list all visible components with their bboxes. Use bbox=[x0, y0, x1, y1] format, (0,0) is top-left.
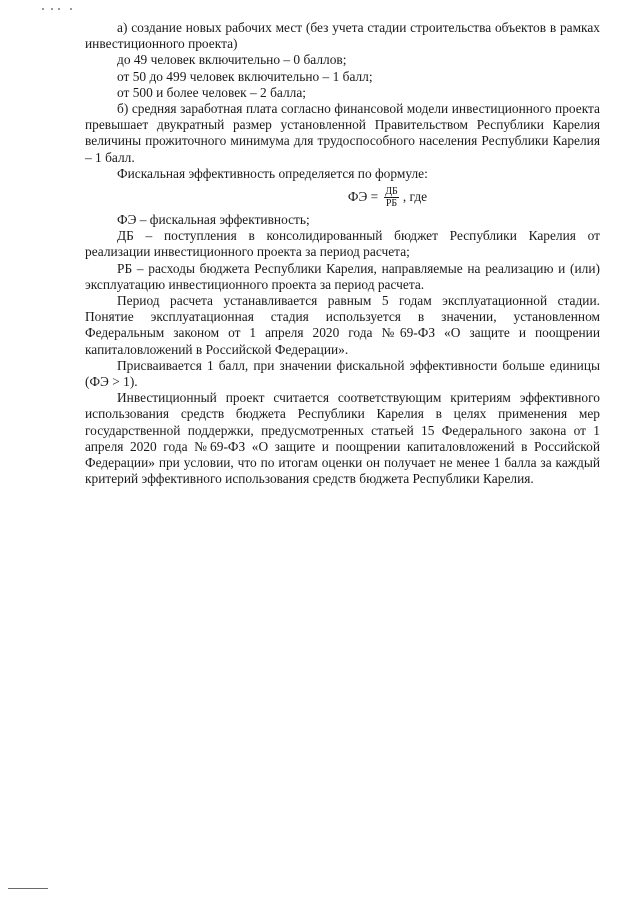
fiscal-intro: Фискальная эффективность определяется по формуле: bbox=[117, 165, 428, 181]
formula-lhs: ФЭ = bbox=[347, 188, 379, 204]
formula-tail: , где bbox=[402, 188, 428, 204]
fiscal-formula bbox=[175, 183, 600, 211]
scan-artifact bbox=[42, 8, 82, 12]
formula-denominator: РБ bbox=[385, 197, 398, 209]
footer-rule bbox=[8, 888, 48, 889]
formula-fraction bbox=[384, 186, 399, 209]
document-page bbox=[85, 20, 600, 487]
definition-fe: ФЭ – фискальная эффективность; bbox=[117, 212, 310, 228]
formula-numerator: ДБ bbox=[385, 185, 398, 197]
criterion-a-level-3: от 500 и более человек – 2 балла; bbox=[117, 84, 306, 100]
criterion-b: б) средняя заработная плата согласно финансовой модели инвестиционного проекта превышает двукратный размер установленной Правительством Республики Карелия величины прожиточного минимума для трудоспособного населения Республики Карелия – 1 балл. bbox=[85, 101, 600, 165]
final-condition: Инвестиционный проект считается соответствующим критериям эффективного использования средств бюджета Республики Карелия в целях применения мер государственной поддержки, предусмотренных статьей 15 Федерального закона от 1 апреля 2020 года №69-ФЗ «О защите и поощрении капиталовложений в Российской Федерации» при условии, что по итогам оценки он получает не менее 1 балла за каждый критерий эффективного использования средств бюджета Республики Карелия. bbox=[85, 390, 600, 487]
calculation-period: Период расчета устанавливается равным 5 годам эксплуатационной стадии. Понятие эксплуатационная стадия используется в значении, установленном Федеральным законом от 1 апреля 2020 года №69-ФЗ «О защите и поощрении капиталовложений в Российской Федерации». bbox=[85, 293, 600, 357]
criterion-a: а) создание новых рабочих мест (без учета стадии строительства объектов в рамках инвестиционного проекта) bbox=[85, 20, 600, 52]
definition-rb: РБ – расходы бюджета Республики Карелия, направляемые на реализацию и (или) эксплуатацию инвестиционного проекта за период расчета. bbox=[85, 260, 600, 292]
criterion-a-level-1: до 49 человек включительно – 0 баллов; bbox=[117, 52, 347, 68]
definition-db: ДБ – поступления в консолидированный бюджет Республики Карелия от реализации инвестиционного проекта за период расчета; bbox=[85, 228, 600, 260]
score-assignment: Присваивается 1 балл, при значении фискальной эффективности больше единицы (ФЭ > 1). bbox=[85, 357, 600, 390]
criterion-a-level-2: от 50 до 499 человек включительно – 1 балл; bbox=[117, 68, 373, 84]
